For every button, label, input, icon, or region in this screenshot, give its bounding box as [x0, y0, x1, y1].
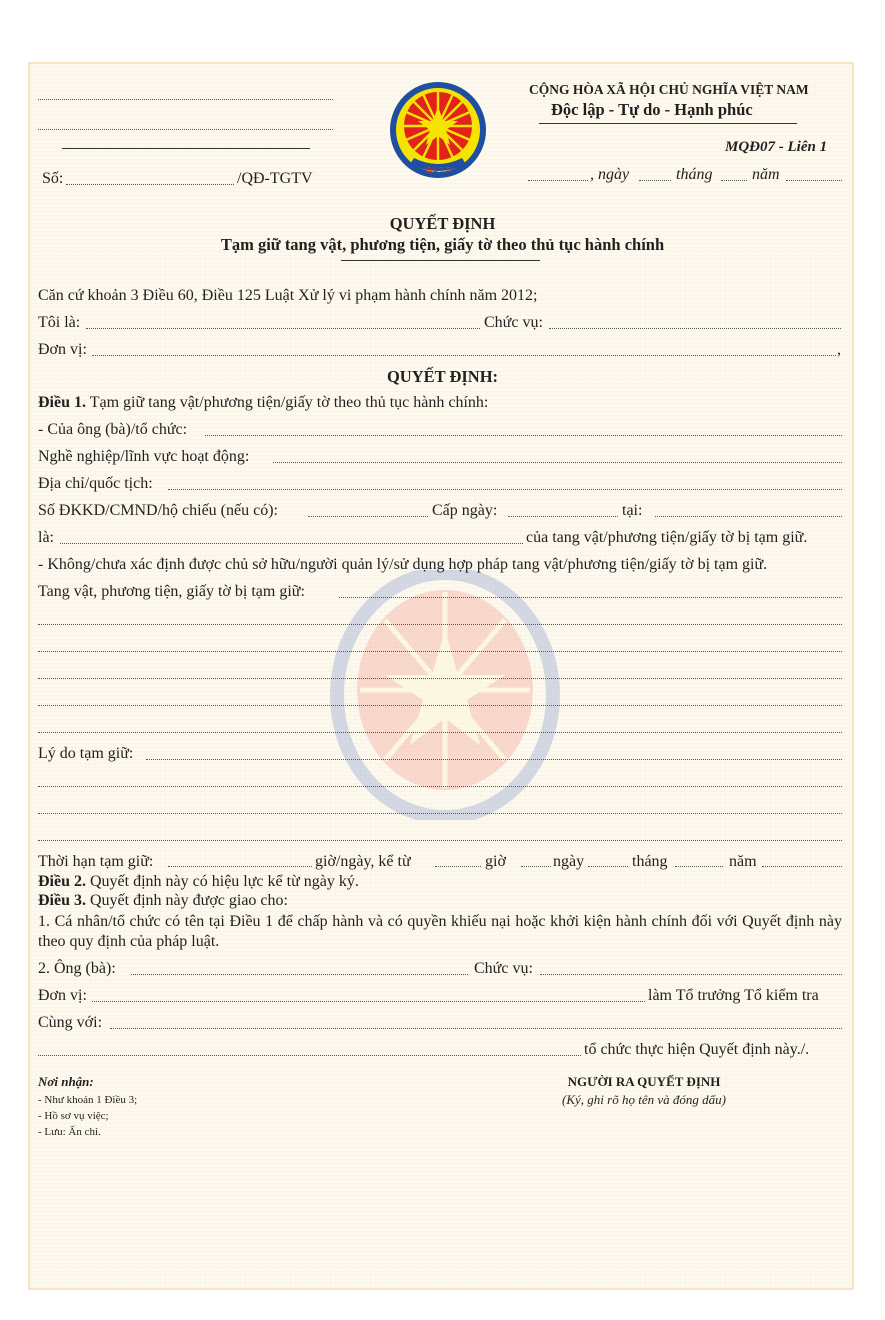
don-vi-label: Đơn vị: [38, 341, 87, 358]
toi-la-label: Tôi là: [38, 314, 81, 331]
id-number-label: Số ĐKKD/CMND/hộ chiếu (nếu có): [38, 502, 278, 519]
place-field[interactable] [528, 180, 588, 181]
start-hour-label: giờ [485, 853, 506, 870]
start-day-field[interactable] [588, 866, 628, 867]
date-month-field[interactable] [721, 180, 747, 181]
address-field[interactable] [168, 489, 842, 490]
ong-ba-field[interactable] [131, 974, 468, 975]
cung-voi-field-1[interactable] [110, 1028, 842, 1029]
document-title: QUYẾT ĐỊNH [389, 214, 496, 233]
cung-voi-field-2[interactable] [38, 1055, 581, 1056]
date-year-field[interactable] [786, 180, 842, 181]
article-2-text: Quyết định này có hiệu lực kể từ ngày ký. [86, 873, 359, 890]
start-month-field[interactable] [675, 866, 723, 867]
agency-line-2[interactable] [38, 129, 333, 130]
legal-basis: Căn cứ khoản 3 Điều 60, Điều 125 Luật Xử lý vi phạm hành chính năm 2012; [38, 287, 538, 304]
items-field-5[interactable] [38, 705, 842, 706]
items-field-4[interactable] [38, 678, 842, 679]
occupation-label: Nghề nghiệp/lĩnh vực hoạt động: [38, 448, 250, 465]
duration-label: Thời hạn tạm giữ: [38, 853, 154, 870]
reason-field-2[interactable] [38, 786, 842, 787]
decision-heading: QUYẾT ĐỊNH: [386, 367, 499, 386]
article-1-label: Điều 1. [38, 394, 86, 411]
date-thang-label: tháng [676, 166, 713, 183]
chuc-vu-field[interactable] [549, 328, 841, 329]
police-emblem-icon [388, 80, 488, 182]
motto-underline [539, 123, 797, 124]
id-number-field[interactable] [308, 516, 428, 517]
article-3-item-1: 1. Cá nhân/tổ chức có tên tại Điều 1 để chấp hành và có quyền khiếu nại hoặc khởi kiện hành chính đối với Quyết định này theo quy định của pháp luật. [38, 913, 842, 950]
items-field-6[interactable] [38, 732, 842, 733]
address-label: Địa chỉ/quốc tịch: [38, 475, 153, 492]
owner-of-text: của tang vật/phương tiện/giấy tờ bị tạm giữ. [526, 529, 808, 546]
signature-area[interactable] [524, 1115, 764, 1235]
issued-date-label: Cấp ngày: [432, 502, 498, 519]
article-1-line [38, 394, 488, 412]
issued-at-field[interactable] [655, 516, 842, 517]
start-day-label: ngày [553, 853, 585, 870]
reason-field-1[interactable] [146, 759, 842, 760]
date-ngay-label: , ngày [590, 166, 630, 183]
items-label: Tang vật, phương tiện, giấy tờ bị tạm giữ: [38, 583, 305, 600]
article-3-line [38, 892, 288, 910]
svg-text:Q L T T: Q L T T [426, 167, 450, 174]
issued-at-label: tại: [622, 502, 643, 519]
item2-chuc-vu-field[interactable] [540, 974, 842, 975]
watermark-emblem-icon [330, 570, 560, 820]
nation-title: CỘNG HÒA XÃ HỘI CHỦ NGHĨA VIỆT NAM [529, 82, 809, 97]
date-nam-label: năm [752, 166, 780, 183]
items-field-1[interactable] [339, 597, 842, 598]
signature-note: (Ký, ghi rõ họ tên và đóng dấu) [562, 1092, 726, 1107]
start-day-gap[interactable] [521, 866, 551, 867]
agency-line-1[interactable] [38, 99, 333, 100]
form-code: MQĐ07 - Liên 1 [725, 139, 828, 155]
article-3-label: Điều 3. [38, 892, 86, 909]
unknown-owner-option: - Không/chưa xác định được chủ sở hữu/người quản lý/sử dụng hợp pháp tang vật/phương tiện/giấy tờ bị tạm giữ. [38, 556, 768, 573]
duration-field[interactable] [168, 866, 312, 867]
so-suffix: /QĐ-TGTV [237, 170, 313, 187]
start-month-label: tháng [632, 853, 668, 870]
chuc-vu-label: Chức vụ: [484, 314, 543, 331]
cung-voi-label: Cùng với: [38, 1014, 103, 1031]
article-1-text: Tạm giữ tang vật/phương tiện/giấy tờ theo thủ tục hành chính: [86, 394, 489, 411]
toi-la-field[interactable] [86, 328, 480, 329]
national-motto: Độc lập - Tự do - Hạnh phúc [551, 100, 753, 119]
start-hour-field[interactable] [435, 866, 481, 867]
article-3-text: Quyết định này được giao cho: [86, 892, 288, 909]
recipient-item: - Lưu: Ấn chỉ. [38, 1126, 101, 1138]
signer-title: NGƯỜI RA QUYẾT ĐỊNH [567, 1074, 721, 1089]
ong-ba-label: 2. Ông (bà): [38, 960, 116, 977]
la-field[interactable] [60, 543, 523, 544]
recipient-item: - Như khoản 1 Điều 3; [38, 1094, 138, 1106]
reason-label: Lý do tạm giữ: [38, 745, 134, 762]
so-field[interactable] [66, 184, 234, 185]
recipients-list [38, 1092, 137, 1140]
article-2-label: Điều 2. [38, 873, 86, 890]
article-2-line [38, 873, 359, 891]
reason-field-4[interactable] [38, 840, 842, 841]
date-day-field[interactable] [639, 180, 671, 181]
owner-label: - Của ông (bà)/tổ chức: [38, 421, 188, 438]
recipient-item: - Hồ sơ vụ việc; [38, 1110, 109, 1122]
start-year-field[interactable] [762, 866, 842, 867]
occupation-field[interactable] [273, 462, 842, 463]
item2-don-vi-field[interactable] [92, 1001, 645, 1002]
items-field-2[interactable] [38, 624, 842, 625]
item2-chuc-vu-label: Chức vụ: [474, 960, 533, 977]
start-year-label: năm [729, 853, 757, 870]
closing-text: tổ chức thực hiện Quyết định này./. [584, 1041, 810, 1058]
team-leader-text: làm Tổ trưởng Tổ kiểm tra [648, 987, 819, 1004]
don-vi-field[interactable] [92, 355, 836, 356]
item2-don-vi-label: Đơn vị: [38, 987, 87, 1004]
so-label: Số: [42, 170, 64, 187]
subtitle-underline [341, 260, 540, 261]
items-field-3[interactable] [38, 651, 842, 652]
document-subtitle: Tạm giữ tang vật, phương tiện, giấy tờ theo thủ tục hành chính [220, 235, 665, 254]
reason-field-3[interactable] [38, 813, 842, 814]
header-underline [62, 148, 310, 149]
duration-unit-label: giờ/ngày, kể từ [315, 853, 411, 870]
la-label: là: [38, 529, 54, 546]
issued-date-field[interactable] [508, 516, 618, 517]
owner-field[interactable] [205, 435, 842, 436]
don-vi-comma: , [837, 341, 841, 358]
recipients-heading: Nơi nhận: [38, 1074, 94, 1089]
